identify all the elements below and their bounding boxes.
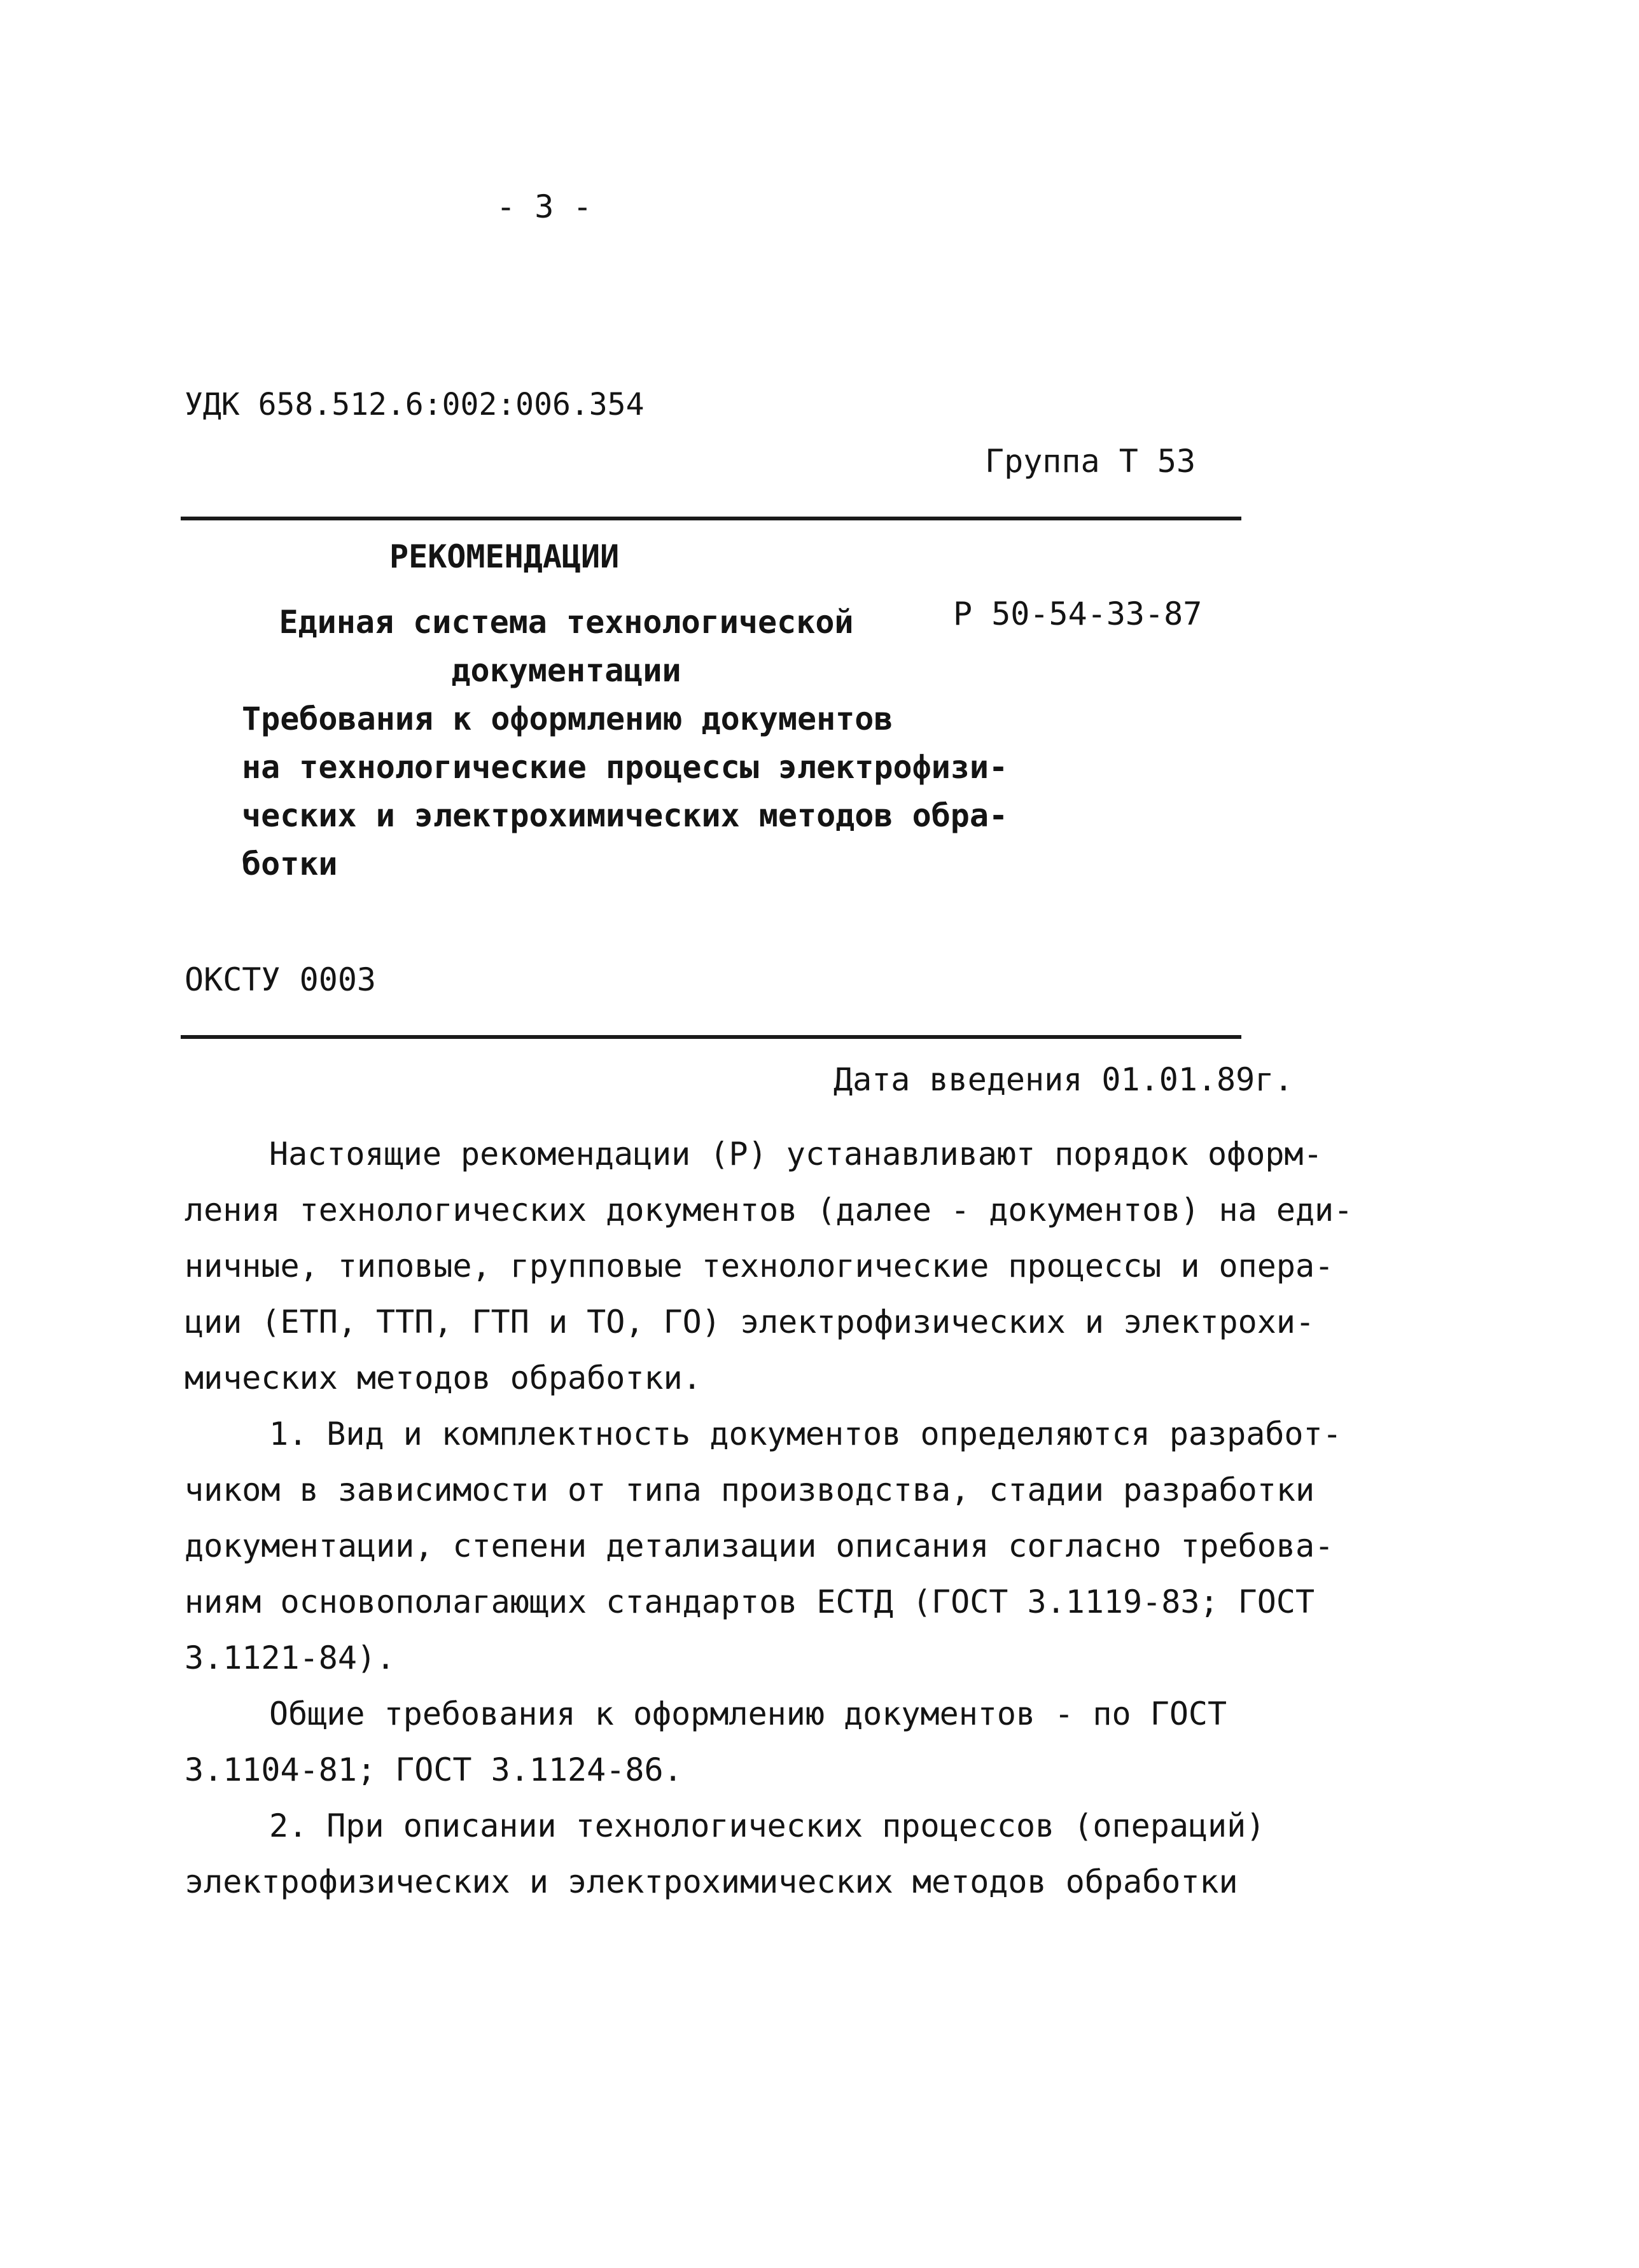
- title-line: документации: [451, 652, 681, 689]
- body-line: Общие требования к оформлению документов - по ГОСТ: [269, 1695, 1227, 1732]
- document-code: Р 50-54-33-87: [953, 595, 1203, 632]
- body-line: 3.1121-84).: [185, 1639, 396, 1676]
- bottom-divider: [181, 1035, 1241, 1039]
- body-line: ции (ЕТП, ТТП, ГТП и ТО, ГО) электрофизических и электрохи-: [185, 1304, 1315, 1340]
- title-line: ческих и электрохимических методов обра-: [242, 797, 1008, 834]
- introduction-date: Дата введения 01.01.89г.: [833, 1061, 1294, 1098]
- body-line: 3.1104-81; ГОСТ 3.1124-86.: [185, 1751, 683, 1788]
- body-line: 2. При описании технологических процессов (операций): [269, 1807, 1266, 1844]
- body-line: Настоящие рекомендации (Р) устанавливают порядок оформ-: [269, 1136, 1323, 1172]
- document-title: [242, 598, 1008, 888]
- page-number: - 3 -: [496, 188, 592, 225]
- body-line: ничные, типовые, групповые технологические процессы и опера-: [185, 1248, 1334, 1284]
- body-line: ниям основополагающих стандартов ЕСТД (ГОСТ 3.1119-83; ГОСТ: [185, 1583, 1315, 1620]
- body-line: документации, степени детализации описания согласно требова-: [185, 1527, 1334, 1564]
- document-heading: РЕКОМЕНДАЦИИ: [389, 538, 620, 575]
- group-label: Группа Т 53: [985, 443, 1196, 480]
- body-line: ления технологических документов (далее - документов) на еди-: [185, 1192, 1353, 1228]
- body-line: чиком в зависимости от типа производства, стадии разработки: [185, 1471, 1315, 1508]
- title-line: Единая система технологической: [279, 604, 854, 641]
- body-line: электрофизических и электрохимических методов обработки: [185, 1863, 1238, 1900]
- body-line: мических методов обработки.: [185, 1360, 702, 1396]
- udk-code: УДК 658.512.6:002:006.354: [185, 387, 645, 422]
- title-line: ботки: [242, 845, 338, 882]
- title-line: Требования к оформлению документов: [242, 700, 893, 737]
- body-line: 1. Вид и комплектность документов определяются разработ-: [269, 1416, 1342, 1452]
- top-divider: [181, 517, 1241, 520]
- oksty-code: ОКСТУ 0003: [185, 961, 377, 998]
- title-line: на технологические процессы электрофизи-: [242, 749, 1008, 786]
- body-text: [185, 1126, 1353, 1910]
